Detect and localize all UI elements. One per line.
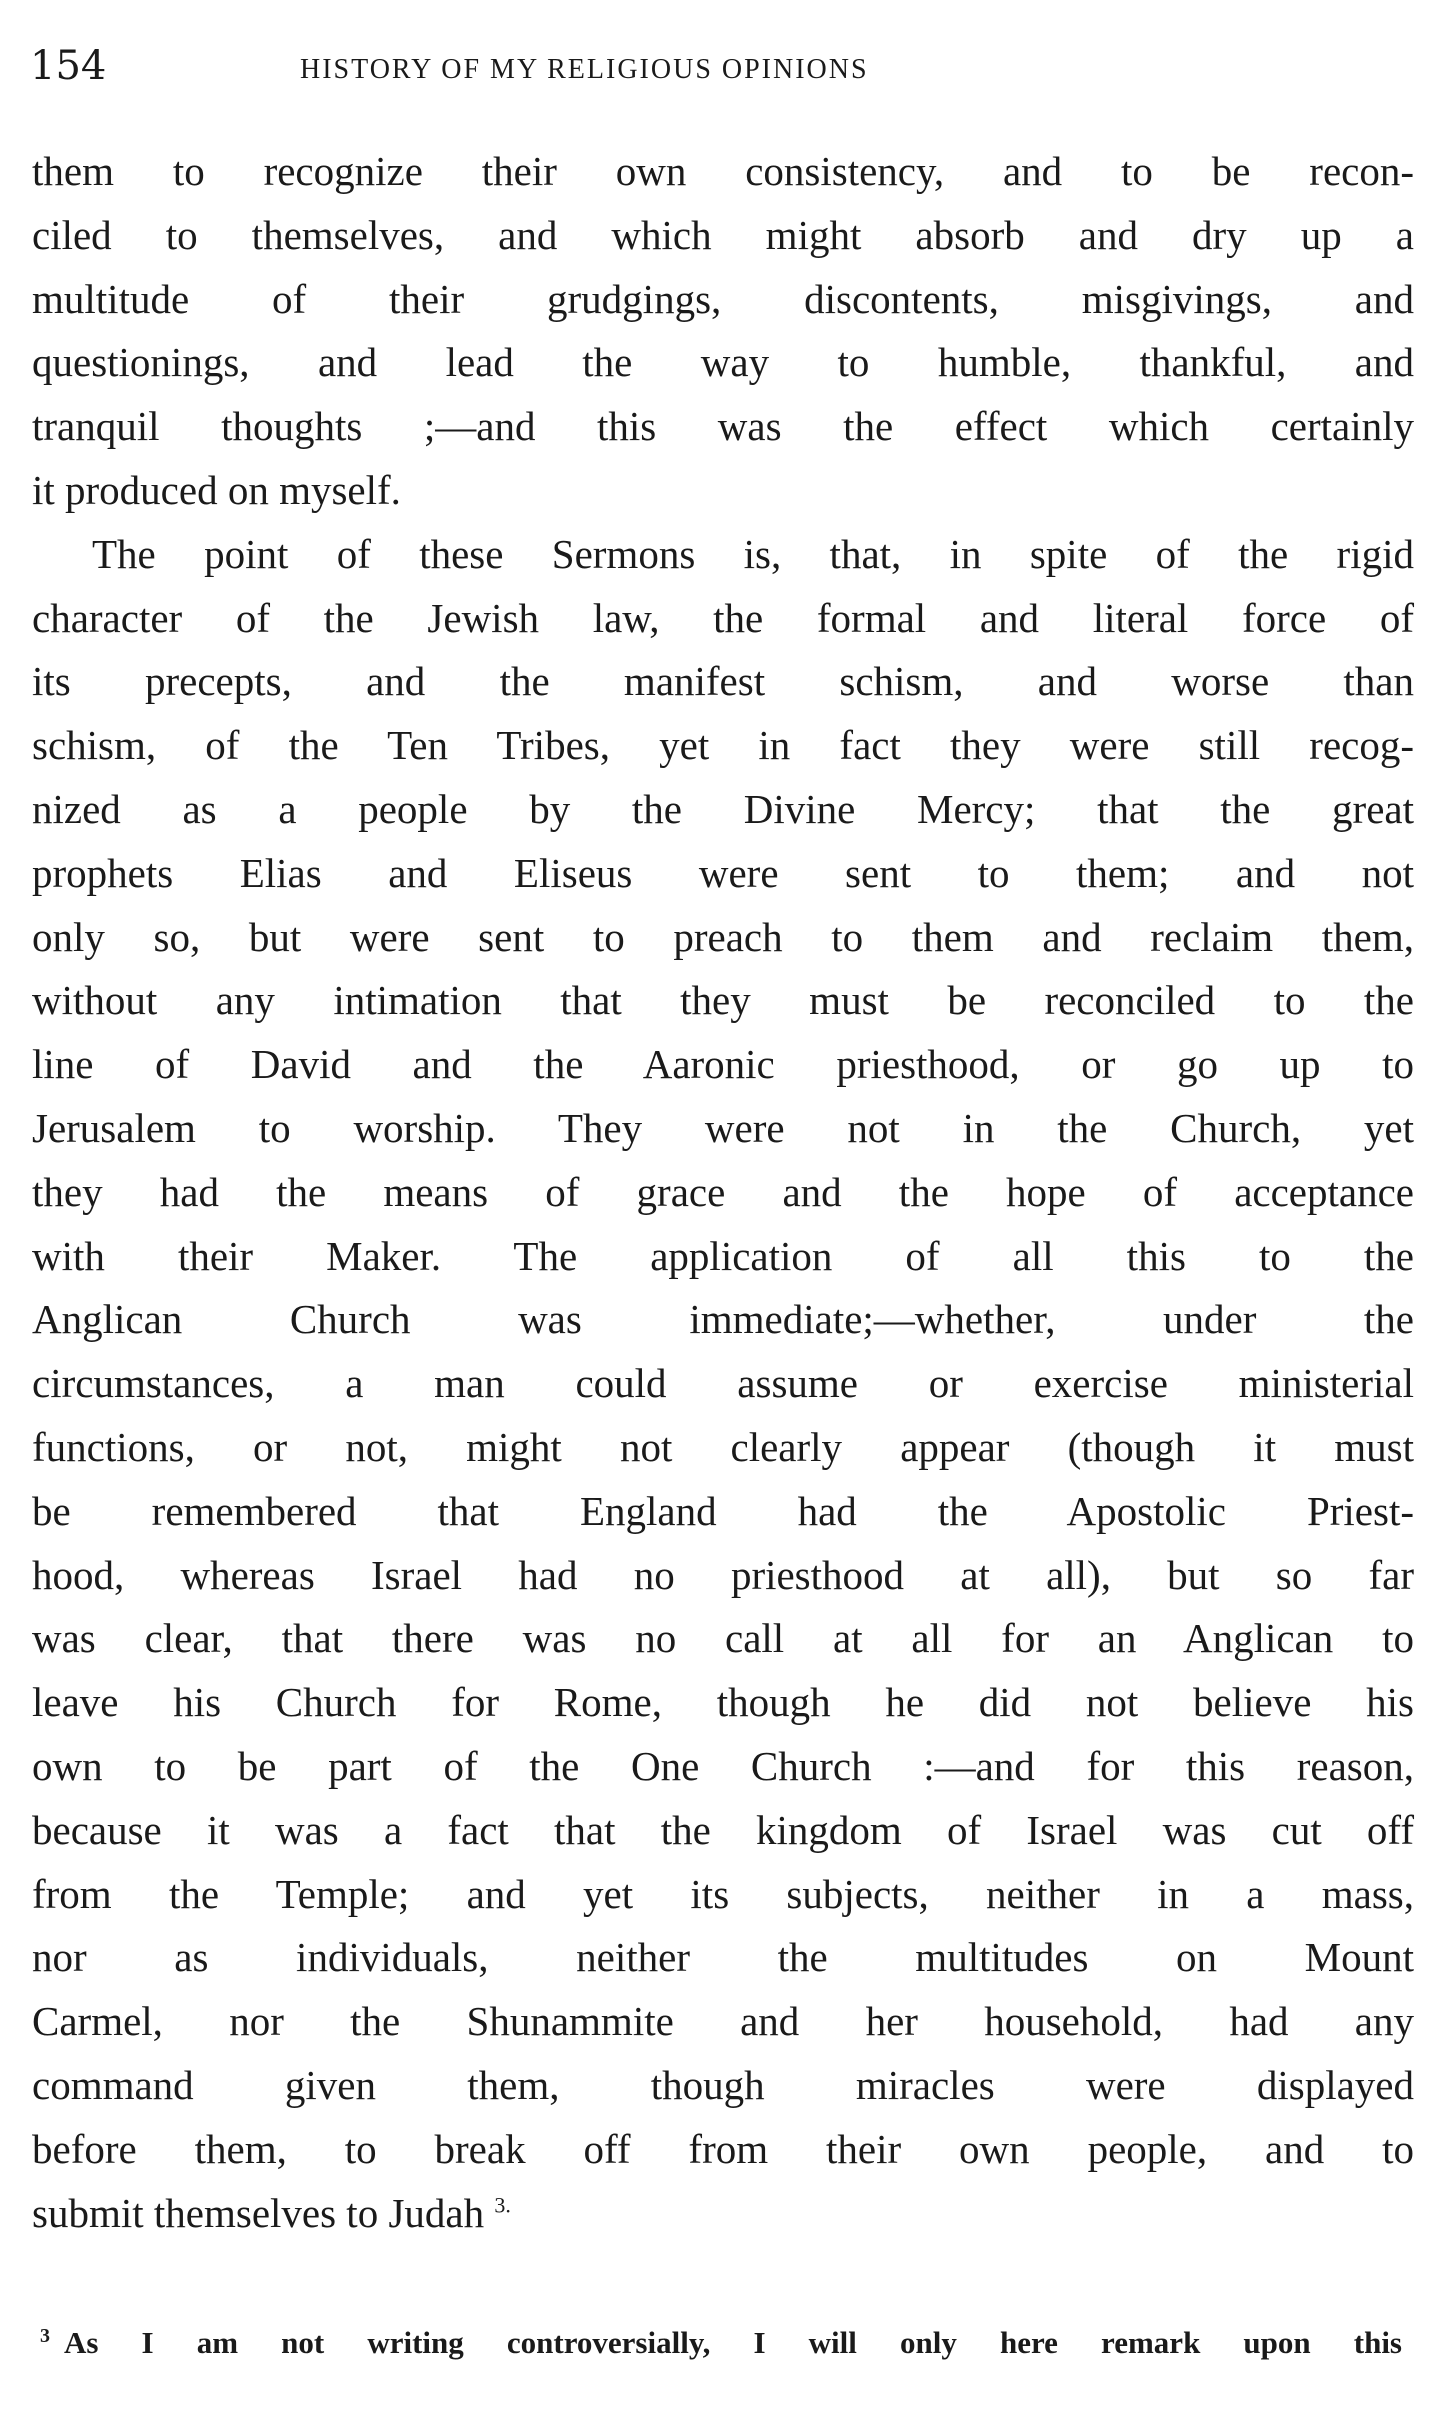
text-line: command given them, though miracles were displayed xyxy=(32,2061,1414,2108)
text-line: functions, or not, might not clearly appear (though it must xyxy=(32,1423,1414,1470)
text-line-content: submit themselves to Judah xyxy=(32,2189,485,2236)
page-number: 154 xyxy=(30,43,107,89)
footnote-number: 3 xyxy=(40,2324,50,2347)
text-line: line of David and the Aaronic priesthood, or go up to xyxy=(32,1041,1414,1088)
text-line: schism, of the Ten Tribes, yet in fact they were still recog- xyxy=(32,722,1414,769)
text-line: be remembered that England had the Apostolic Priest- xyxy=(32,1487,1414,1534)
text-line: circumstances, a man could assume or exercise ministerial xyxy=(32,1360,1414,1407)
text-line: The point of these Sermons is, that, in spite of the rigid xyxy=(92,530,1414,577)
text-line: without any intimation that they must be reconciled to the xyxy=(32,977,1414,1024)
footnote xyxy=(40,2315,1402,2371)
text-line: nor as individuals, neither the multitudes on Mount xyxy=(32,1934,1414,1981)
text-line: Carmel, nor the Shunammite and her household, had any xyxy=(32,1998,1414,2045)
text-line: Anglican Church was immediate;—whether, under the xyxy=(32,1296,1414,1343)
running-title: HISTORY OF MY RELIGIOUS OPINIONS xyxy=(300,54,869,85)
text-line: hood, whereas Israel had no priesthood at all), but so far xyxy=(32,1551,1414,1598)
text-line: multitude of their grudgings, discontents, misgivings, and xyxy=(32,275,1414,322)
text-line-final xyxy=(32,2182,1414,2246)
footnote-text: As I am not writing controversially, I will only here remark upon this xyxy=(64,2325,1402,2360)
text-line: leave his Church for Rome, though he did not believe his xyxy=(32,1679,1414,1726)
text-line: with their Maker. The application of all this to the xyxy=(32,1232,1414,1279)
text-line: only so, but were sent to preach to them and reclaim them, xyxy=(32,913,1414,960)
body-text xyxy=(32,140,1414,2245)
text-line: character of the Jewish law, the formal and literal force of xyxy=(32,594,1414,641)
text-line: because it was a fact that the kingdom of Israel was cut off xyxy=(32,1806,1414,1853)
running-head xyxy=(30,38,1410,98)
text-line: them to recognize their own consistency, and to be recon- xyxy=(32,148,1414,194)
text-line: own to be part of the One Church :—and for this reason, xyxy=(32,1742,1414,1789)
text-line: nized as a people by the Divine Mercy; that the great xyxy=(32,785,1414,832)
text-line: was clear, that there was no call at all for an Anglican to xyxy=(32,1615,1414,1662)
footnote-reference: 3. xyxy=(494,2191,511,2217)
text-line: before them, to break off from their own people, and to xyxy=(32,2125,1414,2172)
text-line: ciled to themselves, and which might absorb and dry up a xyxy=(32,211,1414,258)
text-line: questionings, and lead the way to humble, thankful, and xyxy=(32,339,1414,386)
text-line: Jerusalem to worship. They were not in the Church, yet xyxy=(32,1104,1414,1151)
text-line: they had the means of grace and the hope of acceptance xyxy=(32,1168,1414,1215)
text-line: it produced on myself. xyxy=(32,466,401,513)
text-line: its precepts, and the manifest schism, and worse than xyxy=(32,658,1414,705)
text-line: from the Temple; and yet its subjects, neither in a mass, xyxy=(32,1870,1414,1917)
text-line: prophets Elias and Eliseus were sent to them; and not xyxy=(32,849,1414,896)
text-line: tranquil thoughts ;—and this was the effect which certainly xyxy=(32,403,1414,450)
